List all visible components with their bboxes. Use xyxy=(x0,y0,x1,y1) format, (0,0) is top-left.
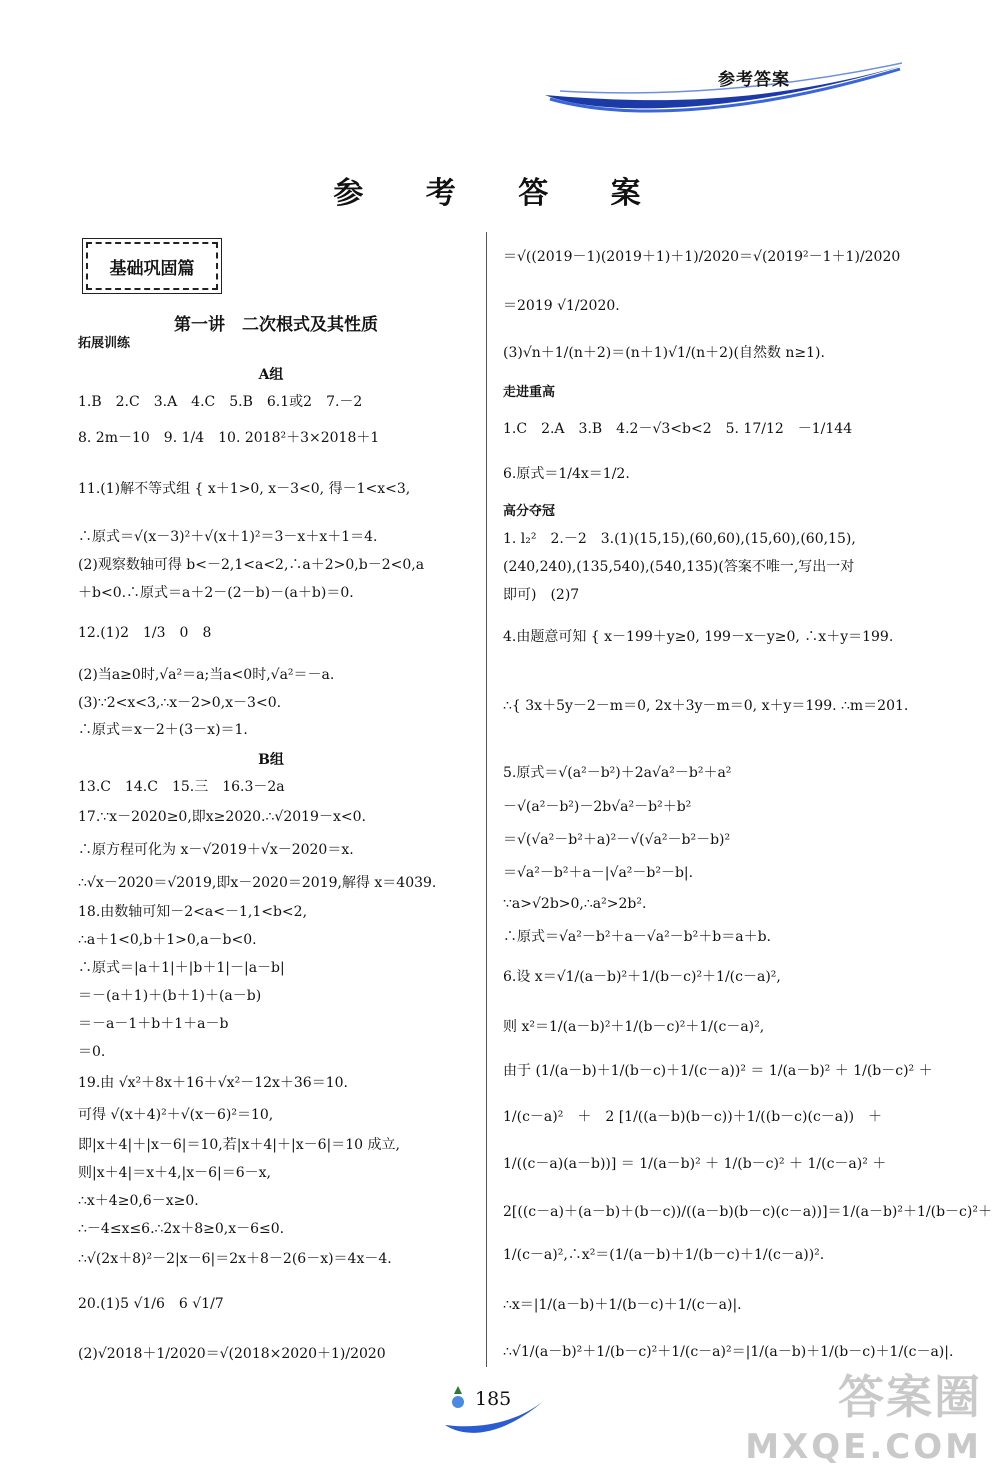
answer-line: 19.由 √x²＋8x＋16＋√x²－12x＋36＝10. xyxy=(78,1075,348,1091)
answer-line: 即|x＋4|＋|x－6|＝10,若|x＋4|＋|x－6|＝10 成立, xyxy=(78,1137,400,1153)
answer-line: ∴√x－2020＝√2019,即x－2020＝2019,解得 x＝4039. xyxy=(78,875,437,891)
page-title: 参 考 答 案 xyxy=(333,176,667,211)
answer-line: ∴x＝|1/(a－b)＋1/(b－c)＋1/(c－a)|. xyxy=(503,1297,742,1313)
page-header xyxy=(540,55,910,125)
column-divider xyxy=(486,232,487,1367)
subsection-extension: 拓展训练 xyxy=(78,336,131,351)
answer-line: 6.设 x＝√1/(a－b)²＋1/(b－c)²＋1/(c－a)², xyxy=(503,969,781,985)
answer-line: (3)√n＋1/(n＋2)＝(n＋1)√1/(n＋2)(自然数 n≥1). xyxy=(503,345,825,361)
answer-line: ∴{ 3x＋5y－2－m＝0, 2x＋3y－m＝0, x＋y＝199. ∴m＝201. xyxy=(503,698,909,714)
answer-line: ∴a＋1<0,b＋1>0,a－b<0. xyxy=(78,932,257,948)
answer-line: 则 x²＝1/(a－b)²＋1/(b－c)²＋1/(c－a)², xyxy=(503,1019,765,1035)
answer-line: 18.由数轴可知－2<a<－1,1<b<2, xyxy=(78,904,308,920)
answer-line: ∴原式＝|a＋1|＋|b＋1|－|a－b| xyxy=(78,960,285,976)
answer-line: 1.C 2.A 3.B 4.2－√3<b<2 5. 17/12 －1/144 xyxy=(503,421,853,437)
answer-line: (2)当a≥0时,√a²＝a;当a<0时,√a²＝－a. xyxy=(78,667,335,683)
answer-line: ＝2019 √1/2020. xyxy=(503,298,620,314)
answer-line: (3)∵2<x<3,∴x－2>0,x－3<0. xyxy=(78,695,282,711)
answer-line: (240,240),(135,540),(540,135)(答案不唯一,写出一对 xyxy=(503,559,855,575)
answer-line: ＝√(√a²－b²＋a)²－√(√a²－b²－b)² xyxy=(503,832,731,848)
group-a-label: A组 xyxy=(258,367,284,383)
answer-line: 1/(c－a)²,∴x²＝(1/(a－b)＋1/(b－c)＋1/(c－a))². xyxy=(503,1247,825,1263)
answer-line: ＝0. xyxy=(78,1044,106,1060)
answer-line: ∴x＋4≥0,6－x≥0. xyxy=(78,1193,199,1209)
answer-line: ∴原方程可化为 x－√2019＋√x－2020＝x. xyxy=(78,842,354,858)
answer-line: ＝√a²－b²＋a－|√a²－b²－b|. xyxy=(503,865,694,881)
watermark xyxy=(745,1361,982,1467)
answer-line: 17.∵x－2020≥0,即x≥2020.∴√2019－x<0. xyxy=(78,809,366,825)
answer-line: 1.B 2.C 3.A 4.C 5.B 6.1或2 7.－2 xyxy=(78,394,363,410)
answer-line: 6.原式＝1/4x＝1/2. xyxy=(503,466,630,482)
header-label: 参考答案 xyxy=(718,70,790,90)
answer-line: 由于 (1/(a－b)＋1/(b－c)＋1/(c－a))² ＝ 1/(a－b)² ＋ 1/(b－c)² ＋ xyxy=(503,1063,933,1079)
answer-line: ∴√(2x＋8)²－2|x－6|＝2x＋8－2(6－x)＝4x－4. xyxy=(78,1251,392,1267)
answer-line: －√(a²－b²)－2b√a²－b²＋b² xyxy=(503,799,692,815)
page-number: 185 xyxy=(475,1388,512,1410)
group-b-label: B组 xyxy=(258,752,284,768)
answer-line: (2)√2018＋1/2020＝√(2018×2020＋1)/2020 xyxy=(78,1346,386,1362)
page-footer xyxy=(440,1380,550,1440)
answer-line: 8. 2m－10 9. 1/4 10. 2018²＋3×2018＋1 xyxy=(78,430,380,446)
answer-line: ＝－(a＋1)＋(b＋1)＋(a－b) xyxy=(78,988,262,1004)
answer-line: ∴√1/(a－b)²＋1/(b－c)²＋1/(c－a)²＝|1/(a－b)＋1/(b－c)＋1/(c－a)|. xyxy=(503,1344,954,1360)
answer-line: ∴原式＝√a²－b²＋a－√a²－b²＋b＝a＋b. xyxy=(503,929,771,945)
subsection-top-score: 高分夺冠 xyxy=(503,504,556,519)
answer-line: ∵a>√2b>0,∴a²>2b². xyxy=(503,896,647,912)
answer-line: 1/(c－a)² ＋ 2 [1/((a－b)(b－c))＋1/((b－c)(c－a)) ＋ xyxy=(503,1109,883,1125)
answer-line: ＋b<0.∴原式＝a＋2－(2－b)－(a＋b)＝0. xyxy=(78,585,354,601)
answer-line: ＝√((2019－1)(2019＋1)＋1)/2020＝√(2019²－1＋1)/2020 xyxy=(503,249,901,265)
answer-line: 5.原式＝√(a²－b²)＋2a√a²－b²＋a² xyxy=(503,765,732,781)
watermark-line2: MXQE.COM xyxy=(745,1427,982,1467)
answer-line: 11.(1)解不等式组 { x＋1>0, x－3<0, 得－1<x<3, xyxy=(78,481,411,497)
subsection-advanced: 走进重高 xyxy=(503,385,556,400)
answer-line: ∴－4≤x≤6.∴2x＋8≥0,x－6≤0. xyxy=(78,1221,285,1237)
answer-line: 12.(1)2 1/3 0 8 xyxy=(78,625,212,641)
answer-line: (2)观察数轴可得 b<－2,1<a<2,∴a＋2>0,b－2<0,a xyxy=(78,557,425,573)
answer-line: ＝－a－1＋b＋1＋a－b xyxy=(78,1016,229,1032)
answer-line: 1. l₂² 2.－2 3.(1)(15,15),(60,60),(15,60),(60,15), xyxy=(503,531,856,547)
answer-line: ∴原式＝x－2＋(3－x)＝1. xyxy=(78,722,248,738)
answer-line: ∴原式＝√(x－3)²＋√(x＋1)²＝3－x＋x＋1＝4. xyxy=(78,529,378,545)
answer-line: 2[((c－a)＋(a－b)＋(b－c))/((a－b)(b－c)(c－a))]＝1/(a－b)²＋1/(b－c)²＋ xyxy=(503,1204,992,1220)
answer-line: 20.(1)5 √1/6 6 √1/7 xyxy=(78,1296,224,1312)
answer-line: 即可) (2)7 xyxy=(503,587,580,603)
lecture-title: 第一讲 二次根式及其性质 xyxy=(174,315,378,335)
watermark-line1: 答案圈 xyxy=(838,1370,982,1424)
answer-line: 则|x＋4|＝x＋4,|x－6|＝6－x, xyxy=(78,1165,271,1181)
answer-line: 4.由题意可知 { x－199＋y≥0, 199－x－y≥0, ∴x＋y＝199. xyxy=(503,629,894,645)
section-label: 基础巩固篇 xyxy=(86,242,218,290)
answer-line: 1/((c－a)(a－b))] ＝ 1/(a－b)² ＋ 1/(b－c)² ＋ 1/(c－a)² ＋ xyxy=(503,1156,887,1172)
answer-line: 可得 √(x＋4)²＋√(x－6)²＝10, xyxy=(78,1107,274,1123)
answer-line: 13.C 14.C 15.三 16.3－2a xyxy=(78,779,285,795)
